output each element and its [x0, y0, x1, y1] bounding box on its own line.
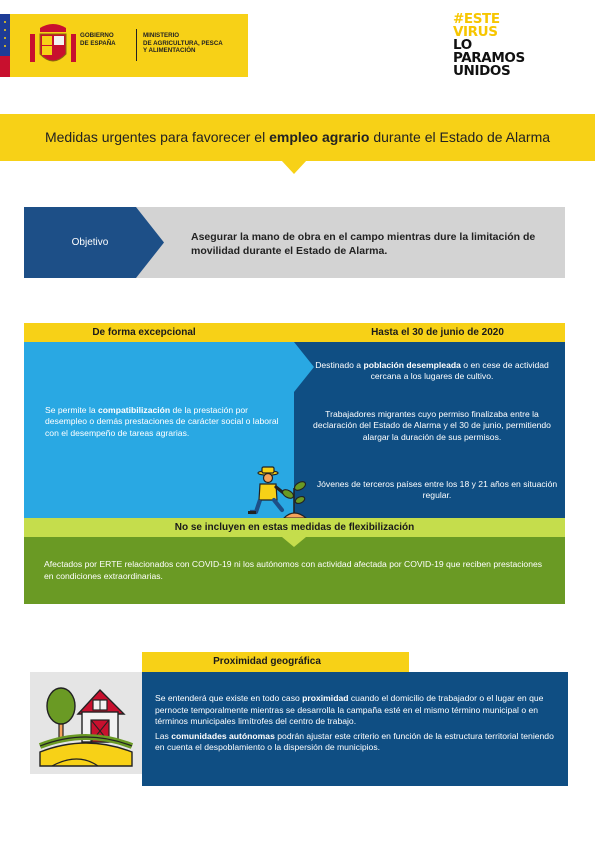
logo-divider [136, 29, 137, 61]
coat-of-arms-icon [30, 20, 76, 72]
compatibility-text: Se permite la compatibilización de la prestación por desempleo o demás prestaciones de carácter social o laboral con el desempeño de tareas agrarias. [45, 405, 279, 438]
exclusions-text: Afectados por ERTE relacionados con COVID-19 ni los autónomos con actividad afectada por COVID-19 que reciben prestaciones en condiciones extraordinarias. [44, 559, 543, 581]
objective-label: Objetivo [71, 237, 109, 248]
beneficiaries-migrants: Trabajadores migrantes cuyo permiso finalizaba entre la declaración del Estado de Alarma y el 30 de junio, permitiendo alargar la duración de sus permisos. [313, 409, 551, 442]
title-arrow [281, 160, 307, 174]
objective-text: Asegurar la mano de obra en el campo mientras dure la limitación de movilidad durante el Estado de Alarma. [191, 231, 536, 257]
campaign-slogan: #ESTE VIRUS LO PARAMOS UNIDOS [453, 11, 525, 79]
exclusions-header-text: No se incluyen en estas medidas de flexibilización [174, 522, 415, 533]
proximity-header-text: Proximidad geográfica [213, 656, 321, 667]
farmhouse-icon [38, 680, 134, 768]
measures-header-right: Hasta el 30 de junio de 2020 [371, 327, 504, 338]
page-title: Medidas urgentes para favorecer el empleo agrario durante el Estado de Alarma [44, 129, 551, 145]
eu-flag-icon [0, 14, 10, 77]
ministry-name: MINISTERIO DE AGRICULTURA, PESCA Y ALIMENTACIÓN [143, 32, 223, 55]
proximity-text: Se entenderá que existe en todo caso proximidad cuando el domicilio de trabajador o el lugar en que pernocte temporalmente mientras se desarrolla la campaña esté en el mismo término municipal o en términos municipales limítrofes del centro de trabajo. Las comunidades autónomas podrán ajustar este criterio en función de la estructura territorial teniendo en cuenta el despoblamiento o la dispersión de municipios. [155, 693, 554, 753]
exclusions-notch [282, 537, 306, 547]
government-name: GOBIERNO DE ESPAÑA [80, 32, 116, 47]
farmer-icon [246, 464, 310, 520]
beneficiaries-unemployed: Destinado a población desempleada o en cese de actividad cercana a los lugares de cultivo. [315, 360, 549, 382]
beneficiaries-young: Jóvenes de terceros países entre los 18 y 21 años en situación regular. [316, 479, 558, 501]
measures-header-left: De forma excepcional [92, 327, 196, 338]
